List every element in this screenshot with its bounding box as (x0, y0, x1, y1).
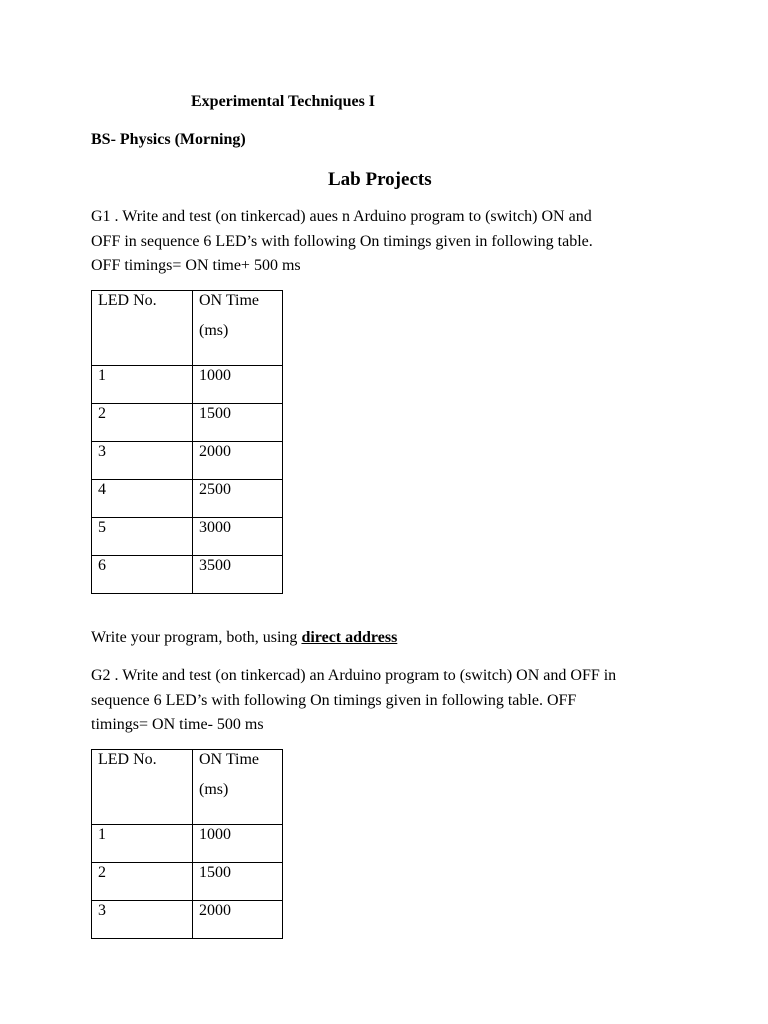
program-line: BS- Physics (Morning) (91, 131, 246, 148)
table-row (92, 366, 283, 404)
header-on-time-label: ON Time (199, 292, 260, 309)
on-time-cell: 3500 (193, 556, 283, 594)
table-header-row (92, 291, 283, 366)
header-led-no: LED No. (92, 291, 193, 366)
header-on-time-unit: (ms) (199, 322, 229, 339)
g1-line-1: G1 . Write and test (on tinkercad) aues n Arduino program to (switch) ON and (91, 208, 592, 225)
led-number-cell: 4 (92, 480, 193, 518)
program-instruction (91, 629, 397, 647)
g2-led-timing-table (91, 749, 283, 939)
g2-task-description (91, 664, 616, 738)
direct-address-emphasis: direct address (301, 629, 398, 646)
on-time-cell: 2000 (193, 442, 283, 480)
table-row (92, 901, 283, 939)
on-time-cell: 1500 (193, 404, 283, 442)
table-row (92, 480, 283, 518)
led-number-cell: 5 (92, 518, 193, 556)
header-on-time-label: ON Time (199, 751, 260, 768)
led-number-cell: 1 (92, 825, 193, 863)
table-row (92, 556, 283, 594)
course-title: Experimental Techniques I (191, 93, 376, 110)
on-time-cell: 1000 (193, 366, 283, 404)
on-time-cell: 2000 (193, 901, 283, 939)
g2-line-2: sequence 6 LED’s with following On timings given in following table. OFF (91, 691, 577, 709)
led-number-cell: 3 (92, 442, 193, 480)
led-number-cell: 2 (92, 863, 193, 901)
g1-line-2: OFF in sequence 6 LED’s with following On timings given in following table. (91, 232, 593, 250)
table-header-row (92, 750, 283, 825)
g2-line-3: timings= ON time- 500 ms (91, 716, 264, 733)
table-row (92, 404, 283, 442)
g2-line-1: G2 . Write and test (on tinkercad) an Arduino program to (switch) ON and OFF in (91, 667, 617, 684)
header-on-time-unit: (ms) (199, 781, 229, 798)
table-row (92, 518, 283, 556)
g1-led-timing-table (91, 290, 283, 594)
header-on-time (193, 291, 283, 366)
header-on-time (193, 750, 283, 825)
led-number-cell: 1 (92, 366, 193, 404)
header-led-no: LED No. (92, 750, 193, 825)
section-heading: Lab Projects (328, 169, 432, 190)
table-row (92, 863, 283, 901)
g1-task-description (91, 205, 593, 279)
table-row (92, 442, 283, 480)
table-row (92, 825, 283, 863)
on-time-cell: 1000 (193, 825, 283, 863)
led-number-cell: 2 (92, 404, 193, 442)
on-time-cell: 1500 (193, 863, 283, 901)
on-time-cell: 2500 (193, 480, 283, 518)
led-number-cell: 3 (92, 901, 193, 939)
instruction-text: Write your program, both, using (91, 629, 302, 646)
on-time-cell: 3000 (193, 518, 283, 556)
g1-line-3: OFF timings= ON time+ 500 ms (91, 257, 301, 274)
led-number-cell: 6 (92, 556, 193, 594)
